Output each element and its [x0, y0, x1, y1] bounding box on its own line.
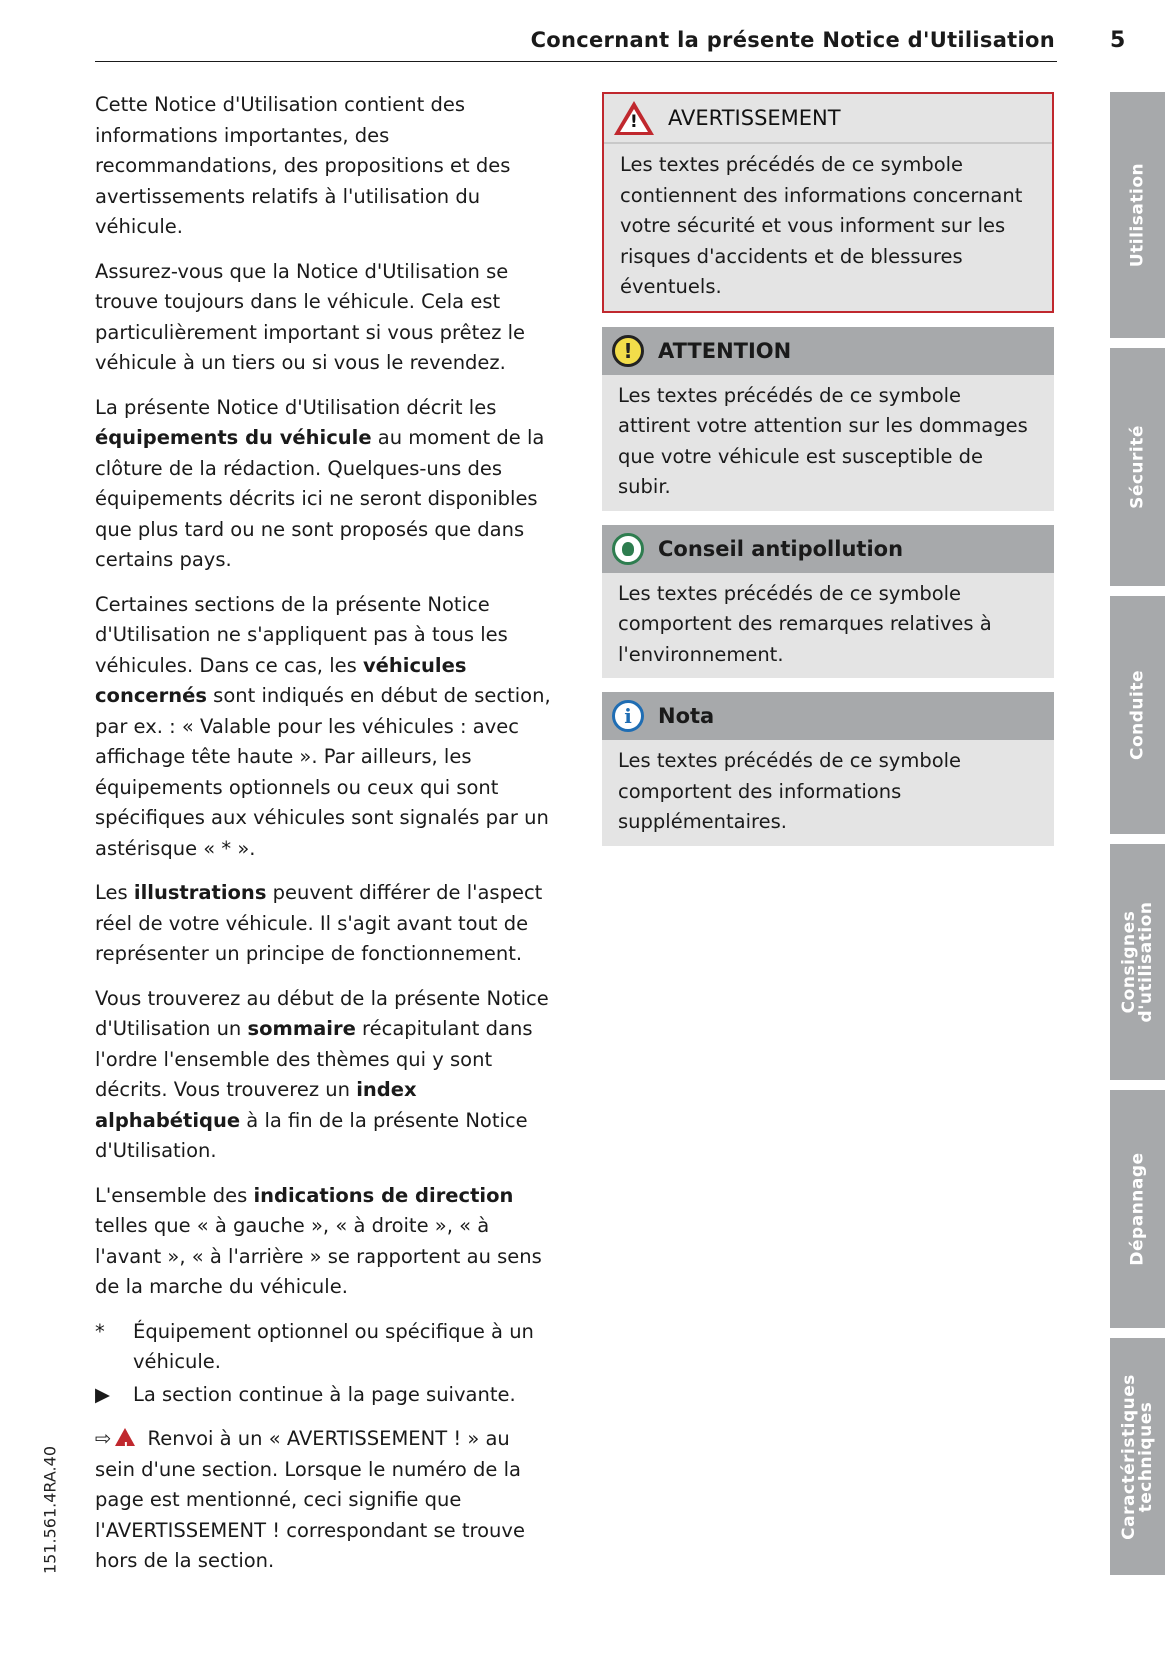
text-run: La présente Notice d'Utilisation décrit les [95, 395, 497, 419]
side-tab-label: Caractéristiques techniques [1118, 1373, 1156, 1540]
text-run: Renvoi à un « AVERTISSEMENT ! » au sein d'une section. Lorsque le numéro de la page est mentionné, ceci signifie que l'AVERTISSEMENT ! correspondant se trouve hors de la section. [95, 1427, 525, 1572]
side-tab-consignes[interactable] [1110, 844, 1165, 1080]
document-code [40, 1440, 60, 1580]
nota-box-header [602, 692, 1054, 740]
attention-box-text: Les textes précédés de ce symbole attirent votre attention sur les dommages que votre véhicule est susceptible de subir. [618, 383, 1028, 498]
text-run: Certaines sections de la présente Notice d'Utilisation ne s'appliquent pas à tous les véhicules. Dans ce cas, les [95, 592, 508, 677]
tree-circle-icon [612, 533, 644, 565]
side-tab-label: Dépannage [1127, 1152, 1147, 1266]
eco-box-header [602, 525, 1054, 573]
left-column [95, 90, 555, 1591]
legend-text: Équipement optionnel ou spécifique à un véhicule. [133, 1319, 534, 1373]
warning-box [602, 92, 1054, 313]
eco-box [602, 525, 1054, 679]
legend-item-asterisk [95, 1317, 555, 1378]
legend-item-continue [95, 1380, 555, 1411]
eco-box-title: Conseil antipollution [658, 536, 904, 561]
text-run: récapitulant dans l'ordre l'ensemble des thèmes qui y sont décrits. Vous trouverez un [95, 1017, 533, 1101]
arrow-right-icon: ⇨ [95, 1427, 112, 1450]
bold-term: illustrations [133, 881, 267, 904]
attention-box-title: ATTENTION [658, 338, 792, 363]
text-run: telles que « à gauche », « à droite », « à l'avant », « à l'arrière » se rapportent au sens de la marche du véhicule. [95, 1214, 542, 1298]
eco-box-text: Les textes précédés de ce symbole comportent des remarques relatives à l'environnement. [618, 581, 992, 666]
text-run: à la fin de la présente Notice d'Utilisation. [95, 1108, 528, 1162]
text-run: L'ensemble des [95, 1183, 254, 1207]
side-tab-conduite[interactable] [1110, 596, 1165, 834]
paragraph-contents [95, 984, 555, 1167]
info-circle-icon: i [612, 700, 644, 732]
bold-term: indications de direction [253, 1183, 514, 1207]
text-run: sont indiqués en début de section, par ex. : « Valable pour les véhicules : avec affichage tête haute ». Par ailleurs, les équipements optionnels ou ceux qui sont spécifiques aux véhicules sont signalés par un astérisque « * ». [95, 684, 551, 860]
nota-box-title: Nota [658, 704, 715, 728]
page-number: 5 [1110, 28, 1126, 53]
side-tab-label: Utilisation [1127, 162, 1147, 268]
warning-triangle-icon [614, 101, 654, 135]
paragraph-intro: Cette Notice d'Utilisation contient des informations importantes, des recommandations, des propositions et des avertissements relatifs à l'utilisation du véhicule. [95, 93, 511, 238]
side-tab-securite[interactable] [1110, 348, 1165, 586]
paragraph-equipment [95, 393, 555, 576]
paragraph-directions [95, 1181, 555, 1303]
play-triangle-icon: ▶ [95, 1382, 110, 1406]
nota-box-text: Les textes précédés de ce symbole comportent des informations supplémentaires. [618, 749, 962, 833]
text-run: Les [95, 881, 134, 904]
right-column [602, 92, 1054, 860]
asterisk-symbol: * [95, 1319, 105, 1343]
paragraph-illustrations [95, 878, 555, 970]
bold-term: véhicules concernés [95, 653, 467, 707]
document-code-text: 151.561.4RA.40 [40, 1445, 60, 1575]
warning-box-title: AVERTISSEMENT [668, 106, 841, 130]
side-tab-depannage[interactable] [1110, 1090, 1165, 1328]
bold-term: index alphabétique [95, 1078, 417, 1132]
attention-box-header [602, 327, 1054, 375]
text-run: peuvent différer de l'aspect réel de votre véhicule. Il s'agit avant tout de représenter un principe de fonctionnement. [95, 881, 543, 965]
exclamation-circle-icon: ! [612, 335, 644, 367]
warning-box-text: Les textes précédés de ce symbole contiennent des informations concernant votre sécurité et vous informent sur les risques d'accidents et de blessures éventuels. [620, 153, 1023, 298]
warning-box-header [604, 94, 1052, 144]
side-tab-label: Consignes d'utilisation [1118, 901, 1156, 1023]
text-run: au moment de la clôture de la rédaction. Quelques-uns des équipements décrits ici ne seront disponibles que plus tard ou ne sont proposés que dans certains pays. [95, 426, 545, 571]
bold-term: sommaire [247, 1017, 356, 1040]
paragraph-keep-notice: Assurez-vous que la Notice d'Utilisation se trouve toujours dans le véhicule. Cela est particulièrement important si vous prêtez le véhicule à un tiers ou si vous le revendez. [95, 259, 526, 374]
paragraph-warning-reference [95, 1424, 555, 1577]
side-tab-caracteristiques[interactable] [1110, 1338, 1165, 1575]
side-tab-label: Conduite [1127, 669, 1147, 761]
nota-box [602, 692, 1054, 846]
legend-text: La section continue à la page suivante. [133, 1382, 516, 1406]
header-rule [95, 61, 1057, 62]
warning-triangle-icon [115, 1428, 135, 1446]
header-title: Concernant la présente Notice d'Utilisation [530, 28, 1055, 52]
side-tab-utilisation[interactable] [1110, 92, 1165, 338]
text-run: Vous trouverez au début de la présente Notice d'Utilisation un [95, 986, 549, 1040]
attention-box [602, 327, 1054, 511]
side-tab-label: Sécurité [1127, 425, 1147, 509]
paragraph-vehicles [95, 590, 555, 865]
bold-term: équipements du véhicule [95, 426, 372, 449]
